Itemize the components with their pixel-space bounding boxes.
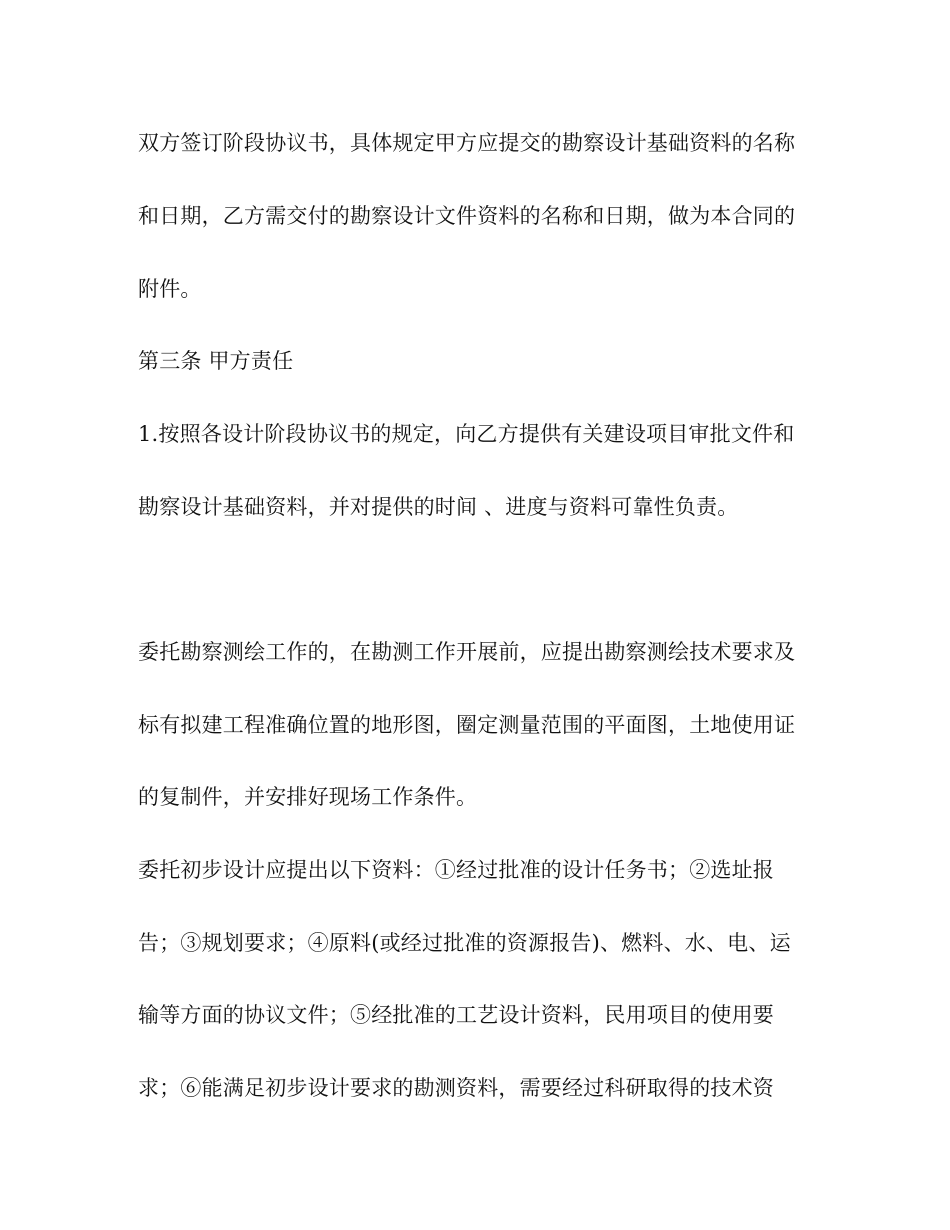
text-line: 和日期，乙方需交付的勘察设计文件资料的名称和日期，做为本合同的: [138, 204, 796, 228]
text-line: 1.按照各设计阶段协议书的规定，向乙方提供有关建设项目审批文件和: [138, 422, 795, 446]
section-heading: 第三条 甲方责任: [138, 349, 294, 373]
text-line: 标有拟建工程准确位置的地形图，圈定测量范围的平面图，土地使用证: [138, 713, 796, 737]
text-line: 的复制件，并安排好现场工作条件。: [138, 785, 478, 809]
text-line: 勘察设计基础资料，并对提供的时间 、进度与资料可靠性负责。: [138, 495, 739, 519]
text-line: 输等方面的协议文件；⑤经批准的工艺设计资料，民用项目的使用要: [138, 1003, 774, 1027]
text-line: 附件。: [138, 277, 202, 301]
text-line: 告；③规划要求；④原料(或经过批准的资源报告)、燃料、水、电、运: [138, 931, 791, 955]
text-line: 双方签订阶段协议书，具体规定甲方应提交的勘察设计基础资料的名称: [138, 131, 796, 155]
text-line: 求；⑥能满足初步设计要求的勘测资料，需要经过科研取得的技术资: [138, 1076, 774, 1100]
text-line: 委托勘察测绘工作的，在勘测工作开展前，应提出勘察测绘技术要求及: [138, 640, 796, 664]
text-line: 委托初步设计应提出以下资料：①经过批准的设计任务书；②选址报: [138, 858, 774, 882]
